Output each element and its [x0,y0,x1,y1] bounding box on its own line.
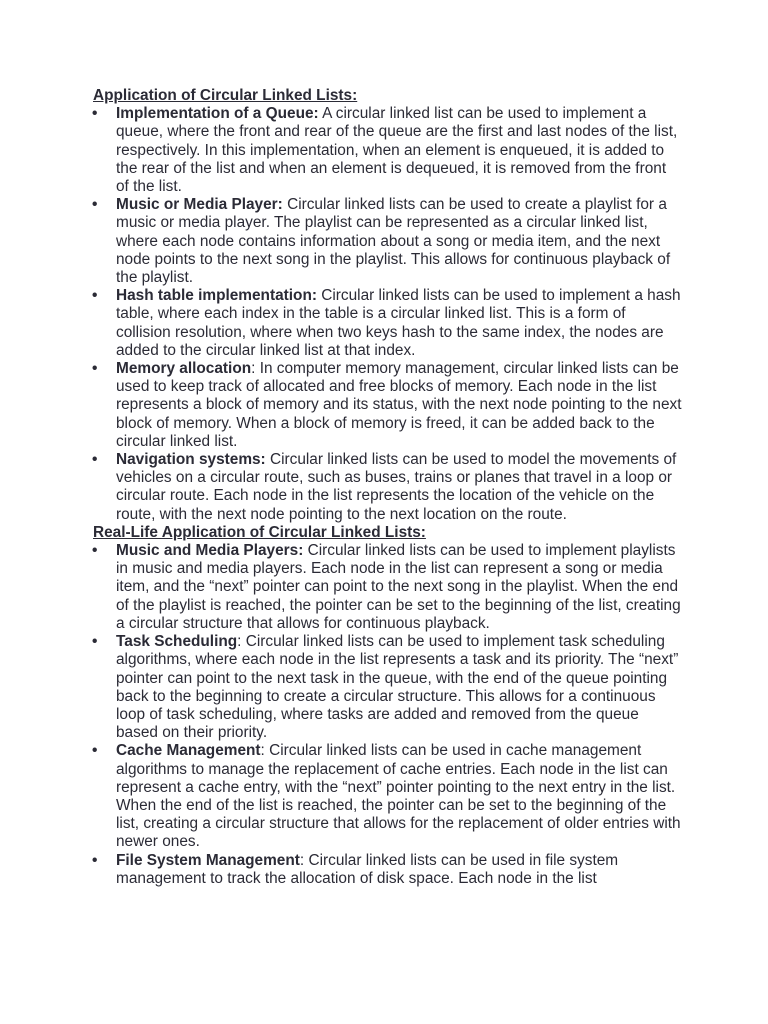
bullet-icon: • [92,287,98,305]
section-heading-applications: Application of Circular Linked Lists: [93,87,358,104]
list-item [93,451,683,524]
item-text: Circular linked lists can be used to create a playlist for a music or media player. The playlist can be represented as a circular linked list, where each node contains information about a song or media item, and the next node points to the next song in the playlist. This allows for continuous playback of the playlist. [116,196,671,287]
bullet-icon: • [92,633,98,651]
list-item [93,542,683,633]
list-item [93,742,683,851]
item-term: Music and Media Players: [116,542,304,560]
bullet-icon: • [92,542,98,560]
item-text: : Circular linked lists can be used in file system management to track the allocation of disk space. Each node in the list [116,851,619,887]
bullet-icon: • [92,851,98,869]
bullet-icon: • [92,451,98,469]
item-text: Circular linked lists can be used to implement a hash table, where each index in the table is a circular linked list. This is a form of collision resolution, where when two keys hash to the same index, the nodes are added to the circular linked list at that index. [116,287,681,359]
bullet-icon: • [92,360,98,378]
applications-list [93,105,683,524]
item-term: Task Scheduling [116,633,238,651]
real-life-list [93,542,683,888]
item-text: : Circular linked lists can be used in cache management algorithms to manage the replacement of cache entries. Each node in the list can represent a cache entry, with the “next” pointer pointing to the next entry in the list. When the end of the list is reached, the pointer can be set to the beginning of the list, creating a circular structure that allows for the replacement of older entries with newer ones. [116,742,681,851]
bullet-icon: • [92,196,98,214]
list-item [93,287,683,360]
item-term: Cache Management [116,742,261,760]
list-item [93,852,683,888]
item-text: : Circular linked lists can be used to implement task scheduling algorithms, where each node in the list represents a task and its priority. The “next” pointer can point to the next task in the queue, with the end of the queue pointing back to the beginning to create a circular structure. This allows for a continuous loop of task scheduling, where tasks are added and removed from the queue based on their priority. [116,633,679,742]
list-item [93,633,683,742]
section-heading-real-life: Real-Life Application of Circular Linked Lists: [93,523,426,541]
item-term: Implementation of a Queue: [116,105,319,123]
item-text: Circular linked lists can be used to model the movements of vehicles on a circular route, such as buses, trains or planes that travel in a loop or circular route. Each node in the list represents the location of the vehicle on the route, with the next node pointing to the next location on the route. [116,451,677,523]
item-term: File System Management [116,851,300,869]
item-term: Navigation systems: [116,451,266,469]
item-term: Memory allocation [116,360,252,378]
document-page [93,87,683,888]
item-term: Hash table implementation: [116,287,317,305]
bullet-icon: • [92,742,98,760]
list-item [93,360,683,451]
list-item [93,196,683,287]
item-term: Music or Media Player: [116,196,283,214]
bullet-icon: • [92,105,98,123]
item-text: A circular linked list can be used to implement a queue, where the front and rear of the queue are the first and last nodes of the list, respectively. In this implementation, when an element is enqueued, it is added to the rear of the list and when an element is dequeued, it is removed from the front of the list. [116,105,678,196]
item-text: : In computer memory management, circular linked lists can be used to keep track of allocated and free blocks of memory. Each node in the list represents a block of memory and its status, with the next node pointing to the next block of memory. When a block of memory is freed, it can be added back to the circular linked list. [116,360,682,450]
item-text: Circular linked lists can be used to implement playlists in music and media players. Each node in the list can represent a song or media item, and the “next” pointer can point to the next song in the playlist. When the end of the playlist is reached, the pointer can be set to the beginning of the list, creating a circular structure that allows for continuous playback. [116,542,681,632]
list-item [93,105,683,196]
